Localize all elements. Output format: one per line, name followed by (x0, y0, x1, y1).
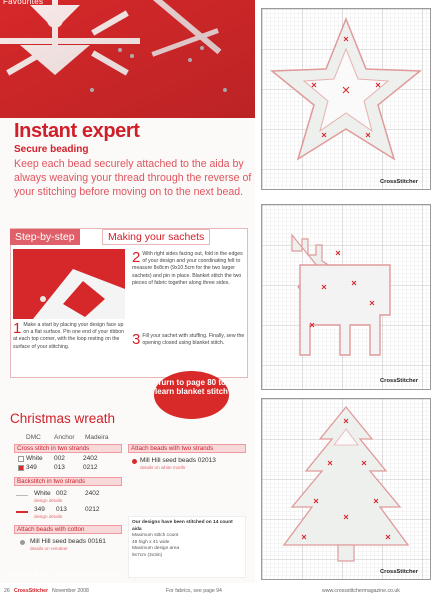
swatch-white (18, 456, 24, 462)
back-row-1-dmc: White (34, 490, 51, 497)
bead-right-details: details on white motifs (140, 465, 186, 470)
info-line-2: 49 high x 41 wide (132, 539, 170, 545)
sachet-photo (13, 249, 125, 319)
chart-logo-3: CrossStitcher (380, 569, 419, 575)
back-row-2-anchor: 013 (56, 506, 67, 513)
making-sachets-heading: Making your sachets (102, 229, 210, 245)
footer-date: November 2008 (52, 588, 89, 594)
step-2 (132, 251, 245, 287)
cross-row-2-anchor: 013 (54, 464, 65, 471)
back-row-1-madeira: 2402 (85, 490, 100, 497)
footer-magazine: CrossStitcher (14, 588, 49, 594)
col-dmc: DMC (26, 434, 41, 441)
wreath-key-title: Christmas wreath (10, 411, 116, 426)
instant-expert-body: Keep each bead securely attached to the aida by always weaving your thread through the reverse of your stitching before moving on to the next bead. (14, 158, 252, 198)
cross-row-2-madeira: 0212 (83, 464, 98, 471)
reindeer-chart (261, 204, 431, 390)
step-2-text: With right sides facing out, fold in the edges of your design and your coordinating felt to measure 8x8cm (9x10.5cm for the two larger sachets) and pin in place. Blanket stitch the two pieces of fabric together along three sides. (132, 251, 243, 286)
bead-right-label: Mill Hill seed beads 02013 (140, 457, 216, 464)
star-chart (261, 8, 431, 190)
back-row-2-madeira: 0212 (85, 506, 100, 513)
step-by-step-tab: Step-by-step (10, 229, 80, 245)
snowflake-stitch-photo (0, 0, 255, 118)
info-line-4: 9x7cm (3x3in) (132, 552, 163, 558)
attach-beads-strands-band: Attach beads with two strands (128, 444, 246, 453)
star-chart-grid (262, 9, 430, 189)
step-2-number: 2 (132, 249, 141, 266)
info-line-3: Maximum design area (132, 546, 180, 552)
bead-left-details: details on reindeer (30, 546, 68, 551)
bead-left-label: Mill Hill seed beads 00161 (30, 538, 106, 545)
attach-beads-cotton-band: Attach beads with cotton (14, 525, 122, 534)
back-row-2-details: design details (34, 514, 63, 519)
instant-expert-title: Instant expert (14, 120, 140, 142)
cross-row-2-dmc: 349 (26, 464, 37, 471)
bead-icon (20, 540, 25, 545)
cross-row-1-madeira: 2402 (83, 455, 98, 462)
backstitch-band: Backstitch in two strands (14, 477, 122, 486)
chart-logo-2: CrossStitcher (380, 378, 419, 384)
footer-fabrics-note: For fabrics, see page 94 (166, 588, 222, 594)
backstitch-line-white (16, 495, 28, 496)
step-1-text: Make a start by placing your design face up on a flat surface. Pin one end of your ribbon at each top corner, with the loop resting on the surface of your stitching. (13, 322, 124, 350)
tree-chart-grid (262, 399, 430, 579)
chart-logo-1: CrossStitcher (380, 179, 419, 185)
col-madeira: Madeira (85, 434, 109, 441)
instant-expert-subtitle: Secure beading (14, 144, 89, 155)
bead-red-icon (132, 459, 137, 464)
swatch-red (18, 465, 24, 471)
hero-photo (0, 0, 255, 118)
reindeer-chart-grid (262, 205, 430, 389)
col-anchor: Anchor (54, 434, 75, 441)
step-3 (132, 333, 245, 347)
info-line-1: Maximum stitch count (132, 533, 179, 539)
step-1 (13, 322, 125, 351)
back-row-1-anchor: 002 (56, 490, 67, 497)
section-tab: Favourites (3, 0, 44, 6)
footer-website: www.crossstitchermagazine.co.uk (322, 588, 400, 594)
cross-row-1-dmc: White (26, 455, 43, 462)
cross-row-1-anchor: 002 (54, 455, 65, 462)
tree-chart (261, 398, 431, 580)
cross-stitch-band: Cross stitch in two strands (14, 444, 122, 453)
back-row-1-details: design details (34, 498, 63, 503)
step-3-number: 3 (132, 331, 141, 348)
page-number: 26 (4, 588, 10, 594)
back-row-2-dmc: 349 (34, 506, 45, 513)
step-3-text: Fill your sachet with stuffing. Finally, sew the opening closed using blanket stitch. (142, 333, 245, 347)
backstitch-line-red (16, 511, 28, 513)
turn-to-page-badge: Turn to page 80 to learn blanket stitch (154, 371, 229, 419)
page-footer (0, 583, 436, 600)
step-1-number: 1 (13, 320, 22, 337)
watermark: uploaded by: www.aidamoon.com (5, 569, 123, 578)
design-info-box (128, 516, 246, 578)
info-heading: Our designs have been stitched on 14 count aida (132, 520, 233, 532)
